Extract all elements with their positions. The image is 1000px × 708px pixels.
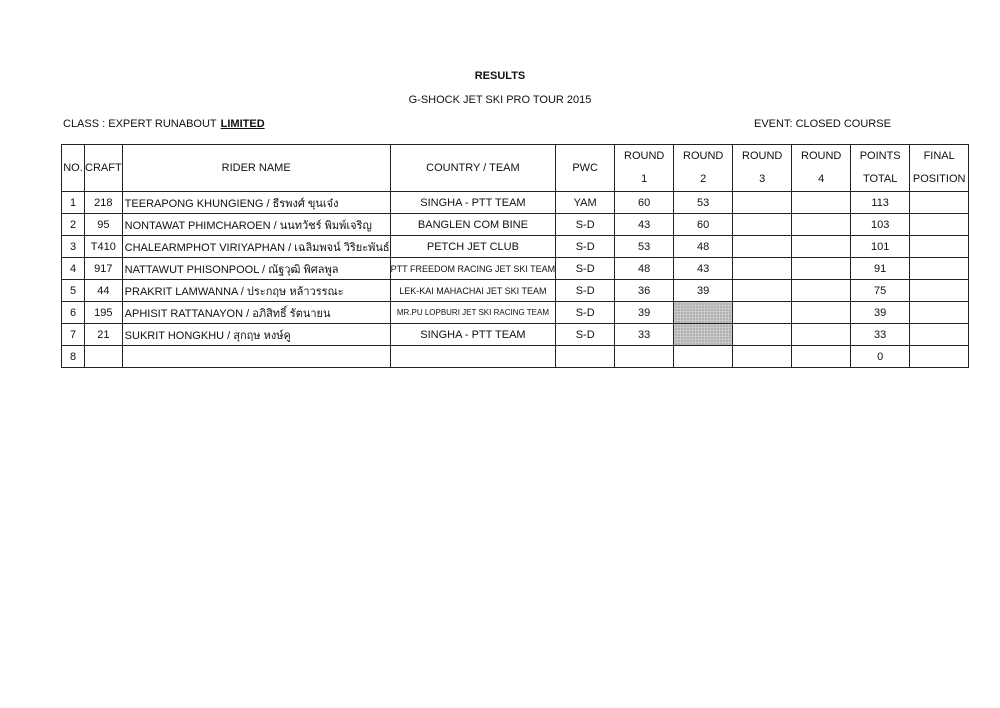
page-title: RESULTS bbox=[474, 70, 526, 82]
cell-no: 2 bbox=[62, 214, 85, 236]
cell-no: 6 bbox=[62, 302, 85, 324]
cell-round-1: 60 bbox=[615, 192, 674, 214]
cell-final-position bbox=[910, 214, 969, 236]
cell-final-position bbox=[910, 236, 969, 258]
cell-round-1: 43 bbox=[615, 214, 674, 236]
cell-final-position bbox=[910, 346, 969, 368]
col-header-points-total bbox=[851, 145, 910, 192]
cell-rider: NATTAWUT PHISONPOOL / ณัฐวุฒิ พิศลพูล bbox=[122, 258, 390, 280]
cell-round-1 bbox=[615, 346, 674, 368]
cell-team: LEK-KAI MAHACHAI JET SKI TEAM bbox=[390, 280, 556, 302]
class-line bbox=[63, 118, 265, 130]
cell-team: PETCH JET CLUB bbox=[390, 236, 556, 258]
cell-craft: 917 bbox=[85, 258, 123, 280]
cell-round-4 bbox=[792, 280, 851, 302]
cell-pwc: S-D bbox=[556, 280, 615, 302]
cell-pwc bbox=[556, 346, 615, 368]
cell-round-4 bbox=[792, 324, 851, 346]
cell-pwc: S-D bbox=[556, 258, 615, 280]
table-row bbox=[62, 302, 969, 324]
col-header-label: ROUND bbox=[742, 150, 783, 162]
cell-round-4 bbox=[792, 214, 851, 236]
table-row bbox=[62, 324, 969, 346]
cell-round-1: 33 bbox=[615, 324, 674, 346]
cell-craft: 44 bbox=[85, 280, 123, 302]
cell-final-position bbox=[910, 302, 969, 324]
table-row bbox=[62, 346, 969, 368]
col-header-label: TOTAL bbox=[862, 173, 898, 185]
cell-craft: 195 bbox=[85, 302, 123, 324]
cell-round-4 bbox=[792, 302, 851, 324]
cell-team: BANGLEN COM BINE bbox=[390, 214, 556, 236]
col-header-label: ROUND bbox=[801, 150, 842, 162]
cell-points-total: 91 bbox=[851, 258, 910, 280]
col-header-craft: CRAFT bbox=[85, 145, 123, 192]
class-label: CLASS : EXPERT RUNABOUT bbox=[63, 118, 217, 130]
cell-no: 3 bbox=[62, 236, 85, 258]
cell-craft bbox=[85, 346, 123, 368]
col-header-label: 1 bbox=[641, 173, 648, 185]
col-header-round-3 bbox=[733, 145, 792, 192]
col-header-label: ROUND bbox=[683, 150, 724, 162]
cell-points-total: 103 bbox=[851, 214, 910, 236]
cell-round-2: 39 bbox=[674, 280, 733, 302]
cell-final-position bbox=[910, 280, 969, 302]
col-header-no: NO. bbox=[62, 145, 85, 192]
cell-points-total: 101 bbox=[851, 236, 910, 258]
cell-points-total: 33 bbox=[851, 324, 910, 346]
cell-round-2-shaded bbox=[674, 324, 733, 346]
cell-round-4 bbox=[792, 236, 851, 258]
col-header-label: 2 bbox=[700, 173, 707, 185]
cell-no: 4 bbox=[62, 258, 85, 280]
cell-team bbox=[390, 346, 556, 368]
cell-craft: T410 bbox=[85, 236, 123, 258]
col-header-label: 4 bbox=[818, 173, 825, 185]
results-table bbox=[61, 144, 969, 368]
table-row bbox=[62, 280, 969, 302]
cell-pwc: S-D bbox=[556, 214, 615, 236]
cell-team: SINGHA - PTT TEAM bbox=[390, 192, 556, 214]
cell-round-2-shaded bbox=[674, 302, 733, 324]
cell-round-2: 43 bbox=[674, 258, 733, 280]
cell-round-3 bbox=[733, 346, 792, 368]
cell-team: PTT FREEDOM RACING JET SKI TEAM bbox=[390, 258, 556, 280]
cell-round-2: 53 bbox=[674, 192, 733, 214]
cell-craft: 21 bbox=[85, 324, 123, 346]
cell-craft: 95 bbox=[85, 214, 123, 236]
cell-points-total: 75 bbox=[851, 280, 910, 302]
cell-round-3 bbox=[733, 324, 792, 346]
col-header-round-4 bbox=[792, 145, 851, 192]
cell-round-4 bbox=[792, 192, 851, 214]
cell-no: 7 bbox=[62, 324, 85, 346]
cell-round-3 bbox=[733, 214, 792, 236]
cell-round-1: 53 bbox=[615, 236, 674, 258]
cell-no: 5 bbox=[62, 280, 85, 302]
cell-points-total: 113 bbox=[851, 192, 910, 214]
cell-pwc: S-D bbox=[556, 302, 615, 324]
event-label: EVENT: CLOSED COURSE bbox=[754, 118, 891, 130]
cell-round-1: 36 bbox=[615, 280, 674, 302]
cell-pwc: S-D bbox=[556, 324, 615, 346]
col-header-label: POSITION bbox=[912, 173, 966, 185]
cell-points-total: 39 bbox=[851, 302, 910, 324]
cell-final-position bbox=[910, 192, 969, 214]
table-header-row bbox=[62, 145, 969, 192]
col-header-rider: RIDER NAME bbox=[122, 145, 390, 192]
cell-round-3 bbox=[733, 258, 792, 280]
cell-round-4 bbox=[792, 258, 851, 280]
cell-round-4 bbox=[792, 346, 851, 368]
cell-no: 8 bbox=[62, 346, 85, 368]
cell-rider: APHISIT RATTANAYON / อภิสิทธิ์ รัตนายน bbox=[122, 302, 390, 324]
cell-craft: 218 bbox=[85, 192, 123, 214]
cell-final-position bbox=[910, 324, 969, 346]
cell-round-1: 48 bbox=[615, 258, 674, 280]
cell-rider: PRAKRIT LAMWANNA / ประกฤษ หล้าวรรณะ bbox=[122, 280, 390, 302]
cell-round-3 bbox=[733, 236, 792, 258]
col-header-round-2 bbox=[674, 145, 733, 192]
col-header-round-1 bbox=[615, 145, 674, 192]
cell-round-3 bbox=[733, 192, 792, 214]
cell-rider: CHALEARMPHOT VIRIYAPHAN / เฉลิมพจน์ วิริยะพันธ์ bbox=[122, 236, 390, 258]
cell-team: MR.PU LOPBURI JET SKI RACING TEAM bbox=[390, 302, 556, 324]
cell-final-position bbox=[910, 258, 969, 280]
col-header-label: ROUND bbox=[624, 150, 665, 162]
cell-pwc: YAM bbox=[556, 192, 615, 214]
cell-rider: SUKRIT HONGKHU / สุกฤษ หงษ์คู bbox=[122, 324, 390, 346]
col-header-final-position bbox=[910, 145, 969, 192]
col-header-label: POINTS bbox=[859, 150, 901, 162]
cell-points-total: 0 bbox=[851, 346, 910, 368]
cell-rider: TEERAPONG KHUNGIENG / ธีรพงศ์ ขุนเจ๋ง bbox=[122, 192, 390, 214]
table-row bbox=[62, 236, 969, 258]
col-header-pwc: PWC bbox=[556, 145, 615, 192]
cell-round-3 bbox=[733, 280, 792, 302]
cell-round-2: 48 bbox=[674, 236, 733, 258]
table-row bbox=[62, 192, 969, 214]
class-limited: LIMITED bbox=[220, 118, 265, 130]
cell-round-2 bbox=[674, 346, 733, 368]
cell-team: SINGHA - PTT TEAM bbox=[390, 324, 556, 346]
col-header-team: COUNTRY / TEAM bbox=[390, 145, 556, 192]
cell-pwc: S-D bbox=[556, 236, 615, 258]
event-subtitle: G-SHOCK JET SKI PRO TOUR 2015 bbox=[408, 94, 592, 106]
cell-round-3 bbox=[733, 302, 792, 324]
cell-no: 1 bbox=[62, 192, 85, 214]
table-row bbox=[62, 258, 969, 280]
cell-round-1: 39 bbox=[615, 302, 674, 324]
cell-round-2: 60 bbox=[674, 214, 733, 236]
col-header-label: 3 bbox=[759, 173, 766, 185]
cell-rider: NONTAWAT PHIMCHAROEN / นนทวัชร์ พิมพ์เจริญ bbox=[122, 214, 390, 236]
col-header-label: FINAL bbox=[923, 150, 955, 162]
cell-rider bbox=[122, 346, 390, 368]
table-row bbox=[62, 214, 969, 236]
